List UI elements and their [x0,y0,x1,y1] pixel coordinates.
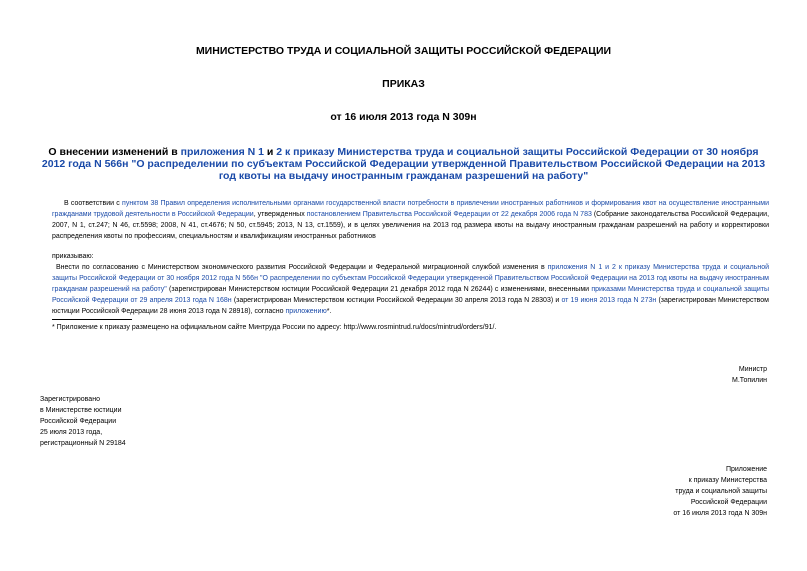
appendix-header [673,464,767,519]
signature-block [732,364,767,386]
order-link-appendix[interactable]: приложению [285,308,327,315]
order-text-2: (зарегистрирован Министерством юстиции Российской Федерации 21 декабря 2012 года N 26244) с изменениями, внесенными [166,286,592,293]
order-paragraph [52,262,769,317]
title-link-order-566n[interactable]: 2 к приказу Министерства труда и социальной защиты Российской Федерации от 30 ноября 2012 года N 566н "О распределении по субъектам Российской Федерации утвержденной Правительством Российской Федерации на 2013 год квоты на выдачу иностранным гражданам разрешений на работу" [41,146,766,182]
registration-line-1: Зарегистрировано [40,396,100,403]
signature-position: Министр [738,366,767,373]
footnote: * Приложение к приказу размещено на официальном сайте Минтруда России по адресу: http://www.rosmintrud.ru/docs/mintrud/orders/91/. [52,324,497,331]
registration-line-2: в Министерстве юстиции [40,407,122,414]
order-link-273n[interactable]: от 19 июня 2013 года N 273н [561,297,657,304]
ministry-heading: МИНИСТЕРСТВО ТРУДА И СОЦИАЛЬНОЙ ЗАЩИТЫ РОССИЙСКОЙ ФЕДЕРАЦИИ [195,45,612,57]
order-text-5: *. [326,308,332,315]
preamble-text-2: , утвержденных [253,211,307,218]
preamble-text-1: В соответствии с [64,200,123,207]
order-link-appendices[interactable]: приложения N 1 и 2 к приказу Министерства труда и социальной защиты Российской Федерации от 30 ноября 2012 года N 566н "О распределении по субъектам Российской Федерации утвержденной Правительством Российской Федерации на 2013 год квоты на выдачу иностранным гражданам разрешений на работу" [52,264,769,293]
order-text-1: Внести по согласованию с Министерством экономического развития Российской Федерации и Федеральной миграционной службой изменения в [56,264,548,271]
document-date-number: от 16 июля 2013 года N 309н [330,111,477,123]
title-link-appendix-1[interactable]: приложения N 1 [180,146,264,158]
document-type: ПРИКАЗ [382,78,425,90]
appendix-line-2: к приказу Министерства [688,477,767,484]
registration-block [40,394,126,449]
appendix-line-3: труда и социальной защиты [675,488,767,495]
appendix-line-1: Приложение [725,466,767,473]
title-prefix: О внесении изменений в [48,146,181,158]
title-conjunction: и [263,146,277,158]
registration-line-4: 25 июля 2013 года, [40,429,103,436]
preamble-link-rules-p38[interactable]: пунктом 38 Правил определения исполнительными органами государственной власти потребности в привлечении иностранных работников и формирования квот на осуществление иностранными гражданами трудовой деятельности в Российской Федерации [52,200,769,218]
appendix-line-4: Российской Федерации [690,499,767,506]
registration-line-5: регистрационный N 29184 [40,440,126,447]
order-link-168n[interactable]: приказами Министерства труда и социальной защиты Российской Федерации от 29 апреля 2013 года N 168н [52,286,770,304]
appendix-line-5: от 16 июля 2013 года N 309н [673,510,767,517]
order-text-3: (зарегистрирован Министерством юстиции Российской Федерации 30 апреля 2013 года N 28303) и [231,297,562,304]
footnote-divider [52,319,132,320]
order-text-4: (зарегистрирован Министерством юстиции Российской Федерации 28 июня 2013 года N 28918), согласно [52,297,769,315]
preamble-paragraph [52,198,769,242]
document-title [40,146,767,182]
preamble-link-resolution-783[interactable]: постановлением Правительства Российской Федерации от 22 декабря 2006 года N 783 [306,211,592,218]
preamble-text-3: (Собрание законодательства Российской Федерации, 2007, N 1, ст.247; N 46, ст.5598; 2008, N 41, ст.4676; N 50, ст.5945; 2013, N 13, ст.1559), и в целях увеличения на 2013 год размера квоты на выдачу иностранным гражданам разрешений на работу и корректировки распределения квоты по профессиям, специальностям и квалификациям иностранных работников [52,211,770,240]
registration-line-3: Российской Федерации [40,418,117,425]
order-directive: приказываю: [52,253,94,260]
signature-name: М.Топилин [732,377,767,384]
